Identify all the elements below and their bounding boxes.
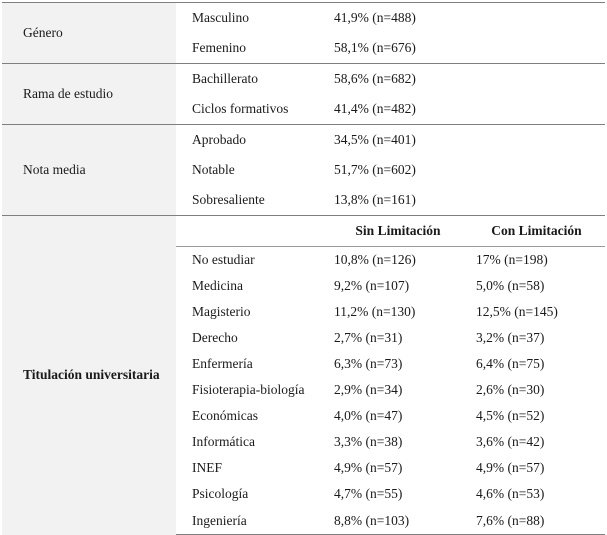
column-header-sin-limitacion: Sin Limitación	[328, 216, 468, 247]
row-value-sin: 4,0% (n=47)	[334, 408, 403, 423]
row-value-sin: 9,2% (n=107)	[334, 278, 410, 293]
row-value-con: 12,5% (n=145)	[476, 304, 558, 319]
row-value-con: 7,6% (n=88)	[468, 507, 605, 535]
row-value-con: 4,5% (n=52)	[476, 408, 545, 423]
row-item: Masculino	[176, 3, 328, 34]
group-label-nota: Nota media	[2, 125, 176, 216]
row-value-con: 4,9% (n=57)	[476, 460, 545, 475]
empty-cell	[468, 64, 605, 95]
row-item: Femenino	[192, 40, 246, 55]
subheader-row	[2, 216, 605, 247]
row-value-sin: 4,7% (n=55)	[334, 486, 403, 501]
row-item: Económicas	[192, 408, 258, 423]
empty-cell	[468, 33, 605, 64]
group-label-titulacion: Titulación universitaria	[2, 216, 176, 535]
row-item: Derecho	[192, 330, 238, 345]
row-value-con: 17% (n=198)	[476, 252, 548, 267]
row-value-con: 5,0% (n=58)	[476, 278, 545, 293]
empty-cell	[468, 185, 605, 216]
empty-cell	[468, 3, 605, 34]
row-value-sin: 6,3% (n=73)	[334, 356, 403, 371]
row-item: INEF	[192, 460, 222, 475]
row-value-con: 3,2% (n=37)	[476, 330, 545, 345]
row-value-sin: 3,3% (n=38)	[334, 434, 403, 449]
row-item: Ingeniería	[176, 507, 328, 535]
table-row	[2, 3, 605, 34]
row-item: Aprobado	[176, 125, 328, 156]
row-value: 41,4% (n=482)	[334, 101, 416, 116]
row-value: 34,5% (n=401)	[328, 125, 468, 156]
row-value-sin: 2,9% (n=34)	[334, 382, 403, 397]
statistics-table	[2, 2, 605, 535]
row-item: Sobresaliente	[192, 192, 265, 207]
row-item: Magisterio	[192, 304, 251, 319]
row-value-sin: 10,8% (n=126)	[334, 252, 416, 267]
row-value: 58,1% (n=676)	[334, 40, 416, 55]
row-item: No estudiar	[192, 252, 255, 267]
row-item: Bachillerato	[176, 64, 328, 95]
table-row	[2, 125, 605, 156]
row-item: Medicina	[192, 278, 243, 293]
empty-cell	[468, 94, 605, 125]
row-value: 13,8% (n=161)	[334, 192, 416, 207]
row-item: Enfermería	[192, 356, 253, 371]
row-value: 51,7% (n=602)	[334, 162, 416, 177]
column-header-con-limitacion: Con Limitación	[468, 216, 605, 247]
row-value-con: 2,6% (n=30)	[476, 382, 545, 397]
row-item: Ciclos formativos	[192, 101, 289, 116]
empty-cell	[176, 216, 328, 247]
row-value-sin: 2,7% (n=31)	[334, 330, 403, 345]
row-item: Informática	[192, 434, 255, 449]
table-row	[2, 64, 605, 95]
group-label-genero: Género	[2, 3, 176, 64]
empty-cell	[468, 125, 605, 156]
group-label-rama: Rama de estudio	[2, 64, 176, 125]
row-item: Notable	[192, 162, 235, 177]
row-value-sin: 11,2% (n=130)	[334, 304, 416, 319]
row-value-con: 4,6% (n=53)	[476, 486, 545, 501]
empty-cell	[468, 155, 605, 185]
row-value: 58,6% (n=682)	[328, 64, 468, 95]
row-value: 41,9% (n=488)	[328, 3, 468, 34]
row-value-con: 6,4% (n=75)	[476, 356, 545, 371]
row-item: Psicología	[192, 486, 249, 501]
row-value-sin: 8,8% (n=103)	[328, 507, 468, 535]
row-value-con: 3,6% (n=42)	[476, 434, 545, 449]
row-item: Fisioterapia-biología	[192, 382, 305, 397]
row-value-sin: 4,9% (n=57)	[334, 460, 403, 475]
